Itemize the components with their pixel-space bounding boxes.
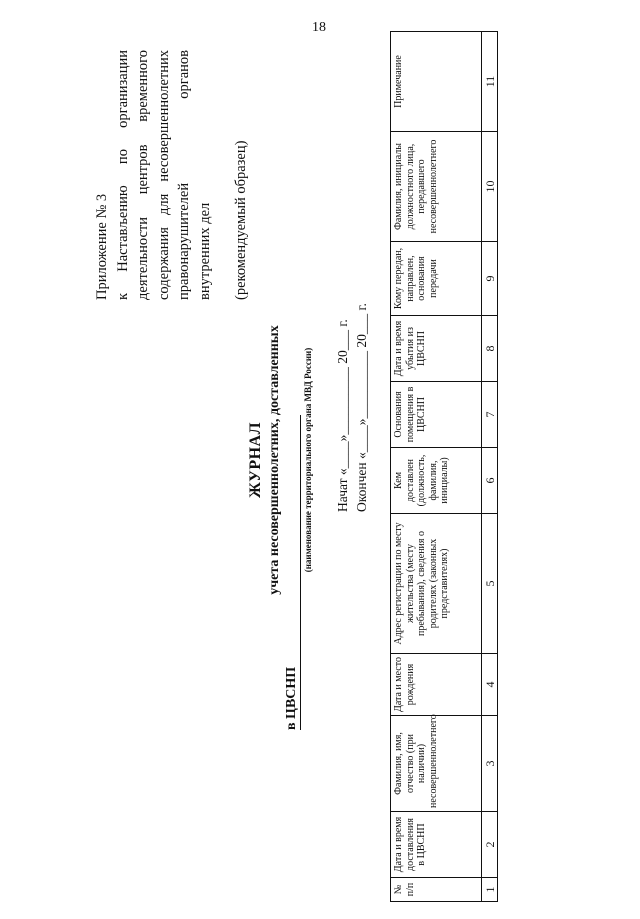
appendix-line: Приложение № 3 <box>94 193 110 300</box>
column-header: Кем доставлен (должность, фамилия, инициалы) <box>391 448 482 514</box>
column-number: 8 <box>482 316 498 382</box>
column-header: Примечание <box>391 32 482 132</box>
column-header: Дата и место рождения <box>391 654 482 716</box>
journal-subtitle-2-text: в ЦВСНП <box>284 415 301 730</box>
org-caption: (наименование территориального органа МВД России) <box>303 347 313 573</box>
column-header: Кому передан, направлен, основания передачи <box>391 242 482 316</box>
column-number: 10 <box>482 132 498 242</box>
column-header: Дата и время доставления в ЦВСНП <box>391 812 482 878</box>
column-header: Адрес регистрации по месту жительства (месту пребывания), сведения о родителях (законных представителях) <box>391 514 482 654</box>
column-number: 9 <box>482 242 498 316</box>
column-number: 11 <box>482 32 498 132</box>
journal-dates <box>333 190 371 730</box>
started-date: Начат «____»__________ 20___ г. <box>335 319 350 512</box>
journal-table <box>390 31 498 902</box>
column-header: № п/п <box>391 878 482 902</box>
sample-note: (рекомендуемый образец) <box>233 140 249 300</box>
column-number: 7 <box>482 382 498 448</box>
appendix-line: содержания для несовершеннолетних <box>155 50 172 300</box>
appendix-block <box>92 50 252 300</box>
appendix-line: правонарушителей органов <box>176 50 192 300</box>
column-number: 4 <box>482 654 498 716</box>
column-number: 3 <box>482 716 498 812</box>
column-number-row <box>482 32 498 902</box>
rotated-page-content <box>10 10 630 910</box>
table-header-row <box>391 32 482 902</box>
column-header: Дата и время убытия из ЦВСНП <box>391 316 482 382</box>
column-number: 1 <box>482 878 498 902</box>
column-number: 6 <box>482 448 498 514</box>
appendix-line: деятельности центров временного <box>135 50 151 300</box>
journal-subtitle: учета несовершеннолетних, доставленных <box>267 325 282 595</box>
page-number: 18 <box>312 20 326 35</box>
appendix-line: к Настављению по организации <box>114 50 131 300</box>
column-number: 2 <box>482 812 498 878</box>
column-header: Фамилия, инициалы должностного лица, передавшего несовершеннолетнего <box>391 132 482 242</box>
finished-date: Окончен «____»__________ 20___ г. <box>354 303 369 512</box>
journal-subtitle-2 <box>284 190 301 730</box>
column-header: Фамилия, имя, отчество (при наличии) несовершеннолетнего <box>391 716 482 812</box>
column-number: 5 <box>482 514 498 654</box>
column-header: Основания помещения в ЦВСНП <box>391 382 482 448</box>
journal-title-block <box>246 190 371 730</box>
appendix-line: внутренних дел <box>196 202 213 300</box>
journal-heading: ЖУРНАЛ <box>247 421 264 499</box>
